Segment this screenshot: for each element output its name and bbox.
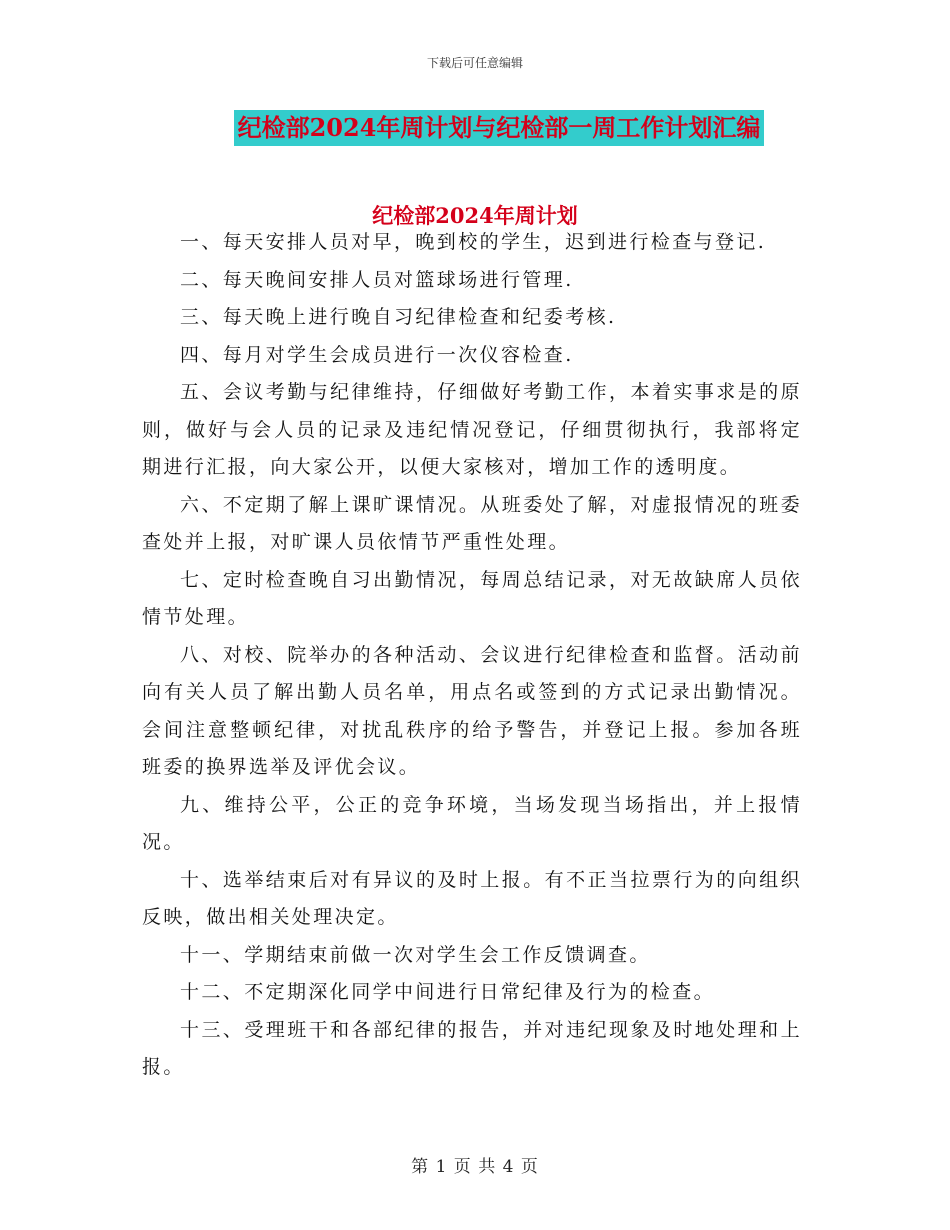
page-footer: 第 1 页 共 4 页 [411,1157,539,1177]
header-note: 下载后可任意编辑 [426,56,523,70]
main-title: 纪检部2024年周计划与纪检部一周工作计划汇编 [234,110,765,146]
paragraph-9: 九、维持公平，公正的竞争环境，当场发现当场指出，并上报情况。 [142,793,802,853]
document-body-flow [142,224,802,1087]
paragraph-8: 八、对校、院举办的各种活动、会议进行纪律检查和监督。活动前向有关人员了解出勤人员名单，用点名或签到的方式记录出勤情况。会间注意整顿纪律，对扰乱秩序的给予警告，并登记上报。参加各班班委的换界选举及评优会议。 [142,643,802,778]
paragraph-1: 一、每天安排人员对早，晚到校的学生，迟到进行检查与登记. [180,231,767,253]
main-title-container [0,110,950,146]
paragraph-5: 五、会议考勤与纪律维持，仔细做好考勤工作，本着实事求是的原则，做好与会人员的记录及违纪情况登记，仔细贯彻执行，我部将定期进行汇报，向大家公开，以便大家核对，增加工作的透明度。 [142,381,802,478]
paragraph-10: 十、选举结束后对有异议的及时上报。有不正当拉票行为的向组织反映，做出相关处理决定。 [142,868,802,928]
paragraph-4: 四、每月对学生会成员进行一次仪容检查. [180,343,574,366]
paragraph-11: 十一、学期结束前做一次对学生会工作反馈调查。 [180,943,651,966]
paragraph-3: 三、每天晚上进行晚自习纪律检查和纪委考核. [180,306,617,328]
section-title: 纪检部2024年周计划 [372,203,578,228]
paragraph-7: 七、定时检查晚自习出勤情况，每周总结记录，对无故缺席人员依情节处理。 [142,568,802,628]
paragraph-6: 六、不定期了解上课旷课情况。从班委处了解，对虚报情况的班委查处并上报，对旷课人员依情节严重性处理。 [142,493,802,553]
paragraph-12: 十二、不定期深化同学中间进行日常纪律及行为的检查。 [180,981,716,1003]
paragraph-2: 二、每天晚间安排人员对篮球场进行管理. [180,268,574,291]
paragraph-13: 十三、受理班干和各部纪律的报告，并对违纪现象及时地处理和上报。 [142,1018,802,1078]
